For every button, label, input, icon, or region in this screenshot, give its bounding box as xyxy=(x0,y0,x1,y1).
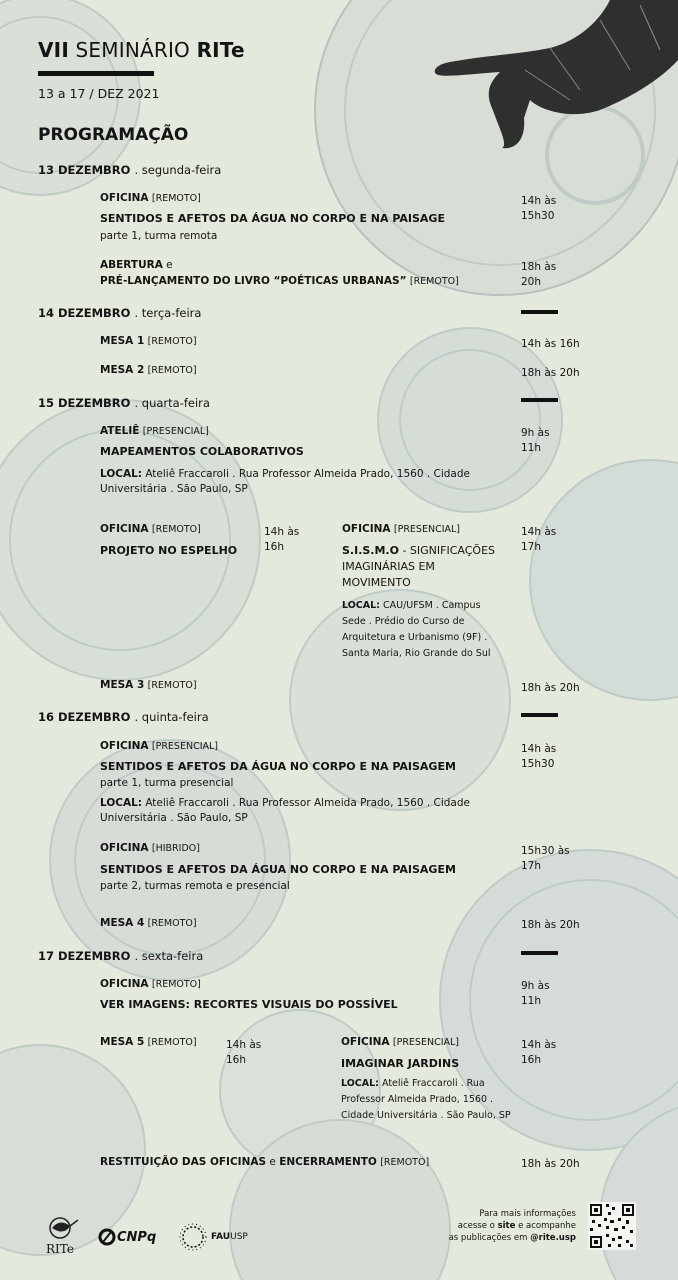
day-heading-14: 14 DEZEMBRO . terça-feira xyxy=(38,306,202,320)
event-15-oficina-espelho-title: PROJETO NO ESPELHO xyxy=(100,544,238,557)
qr-code-icon[interactable] xyxy=(588,1202,636,1250)
cnpq-logo: CNPq xyxy=(98,1228,156,1246)
event-17-encerramento-time: 18h às 20h xyxy=(521,1158,580,1170)
event-16-oficina-1-local: LOCAL: Ateliê Fraccaroli . Rua Professor Almeida Prado, 1560 . Cidade Universitária . São Paulo, SP xyxy=(100,797,470,824)
hand-illustration xyxy=(430,0,678,150)
title-underline xyxy=(38,71,154,76)
day-heading-16: 16 DEZEMBRO . quinta-feira xyxy=(38,710,209,724)
event-14-mesa1-time: 14h às 16h xyxy=(521,338,580,350)
day-heading-13: 13 DEZEMBRO . segunda-feira xyxy=(38,163,222,177)
section-title: PROGRAMAÇÃO xyxy=(38,125,189,145)
event-17-oficina-ver: OFICINA [REMOTO] xyxy=(100,978,201,990)
event-13-abertura-time: 18h às 20h xyxy=(521,261,557,288)
event-14-mesa2-time: 18h às 20h xyxy=(521,367,580,379)
event-15-atelie-title: MAPEAMENTOS COLABORATIVOS xyxy=(100,445,304,458)
event-13-oficina-title: SENTIDOS E AFETOS DA ÁGUA NO CORPO E NA PAISAGE xyxy=(100,212,445,225)
day-divider xyxy=(521,310,558,314)
event-16-mesa4-time: 18h às 20h xyxy=(521,919,580,931)
event-15-oficina-sismo-local: LOCAL: CAU/UFSM . Campus Sede . Prédio do Curso de Arquitetura e Urbanismo (9F) . Santa Maria, Rio Grande do Sul xyxy=(342,600,491,659)
event-13-oficina: OFICINA [REMOTO] xyxy=(100,192,201,204)
page-title: VII SEMINÁRIO RITe xyxy=(38,38,245,62)
event-dates: 13 a 17 / DEZ 2021 xyxy=(38,86,160,101)
event-15-atelie-time: 9h às 11h xyxy=(521,427,550,454)
event-17-oficina-jardins: OFICINA [PRESENCIAL] xyxy=(341,1036,460,1048)
day-heading-17: 17 DEZEMBRO . sexta-feira xyxy=(38,949,204,963)
event-13-oficina-time: 14h às 15h30 xyxy=(521,195,557,222)
event-15-atelie: ATELIÊ [PRESENCIAL] xyxy=(100,425,209,437)
rite-logo: RITe xyxy=(38,1214,82,1256)
event-15-oficina-espelho: OFICINA [REMOTO] xyxy=(100,523,201,535)
event-13-abertura-title: PRÉ-LANÇAMENTO DO LIVRO “POÉTICAS URBANAS” [REMOTO] xyxy=(100,275,459,287)
event-16-mesa4: MESA 4 [REMOTO] xyxy=(100,917,197,929)
cnpq-logo-icon xyxy=(98,1228,116,1246)
event-16-oficina-2-title: SENTIDOS E AFETOS DA ÁGUA NO CORPO E NA PAISAGEM xyxy=(100,863,456,876)
fauusp-logo: FAUUSP xyxy=(178,1222,248,1252)
event-15-oficina-espelho-time: 14h às 16h xyxy=(264,526,300,553)
day-divider xyxy=(521,713,558,717)
event-17-mesa5-time: 14h às 16h xyxy=(226,1039,262,1066)
fauusp-logo-icon xyxy=(178,1222,208,1252)
event-13-oficina-sub: parte 1, turma remota xyxy=(100,230,218,242)
event-15-oficina-sismo-time: 14h às 17h xyxy=(521,526,557,553)
event-17-encerramento: RESTITUIÇÃO DAS OFICINAS e ENCERRAMENTO [REMOTO] xyxy=(100,1156,430,1168)
rite-logo-icon xyxy=(40,1214,80,1240)
day-heading-15: 15 DEZEMBRO . quarta-feira xyxy=(38,396,210,410)
event-15-mesa3-time: 18h às 20h xyxy=(521,682,580,694)
event-17-oficina-jardins-title: IMAGINAR JARDINS xyxy=(341,1057,460,1070)
event-15-atelie-local: LOCAL: Ateliê Fraccaroli . Rua Professor Almeida Prado, 1560 . Cidade Universitária . São Paulo, SP xyxy=(100,468,470,495)
day-divider xyxy=(521,951,558,955)
event-16-oficina-1-sub: parte 1, turma presencial xyxy=(100,777,234,789)
event-17-oficina-ver-time: 9h às 11h xyxy=(521,980,550,1007)
event-16-oficina-2: OFICINA [HIBRIDO] xyxy=(100,842,200,854)
event-14-mesa1: MESA 1 [REMOTO] xyxy=(100,335,197,347)
event-17-oficina-jardins-time: 14h às 16h xyxy=(521,1039,557,1066)
event-13-abertura: ABERTURA e xyxy=(100,259,173,271)
event-15-oficina-sismo: OFICINA [PRESENCIAL] xyxy=(342,523,461,535)
event-17-oficina-ver-title: VER IMAGENS: RECORTES VISUAIS DO POSSÍVEL xyxy=(100,998,398,1011)
event-17-mesa5: MESA 5 [REMOTO] xyxy=(100,1036,197,1048)
event-16-oficina-1-title: SENTIDOS E AFETOS DA ÁGUA NO CORPO E NA PAISAGEM xyxy=(100,760,456,773)
event-16-oficina-2-time: 15h30 às 17h xyxy=(521,845,570,872)
event-15-mesa3: MESA 3 [REMOTO] xyxy=(100,679,197,691)
footer-info: Para mais informações acesse o site e acompanhe as publicações em @rite.usp xyxy=(448,1209,576,1243)
event-15-oficina-sismo-title: S.I.S.M.O - SIGNIFICAÇÕES IMAGINÁRIAS EM MOVIMENTO xyxy=(342,544,495,589)
event-16-oficina-2-sub: parte 2, turmas remota e presencial xyxy=(100,880,290,892)
event-16-oficina-1: OFICINA [PRESENCIAL] xyxy=(100,740,219,752)
event-14-mesa2: MESA 2 [REMOTO] xyxy=(100,364,197,376)
event-16-oficina-1-time: 14h às 15h30 xyxy=(521,743,557,770)
day-divider xyxy=(521,398,558,402)
event-17-oficina-jardins-local: LOCAL: Ateliê Fraccaroli . Rua Professor Almeida Prado, 1560 . Cidade Universitária . São Paulo, SP xyxy=(341,1078,511,1121)
